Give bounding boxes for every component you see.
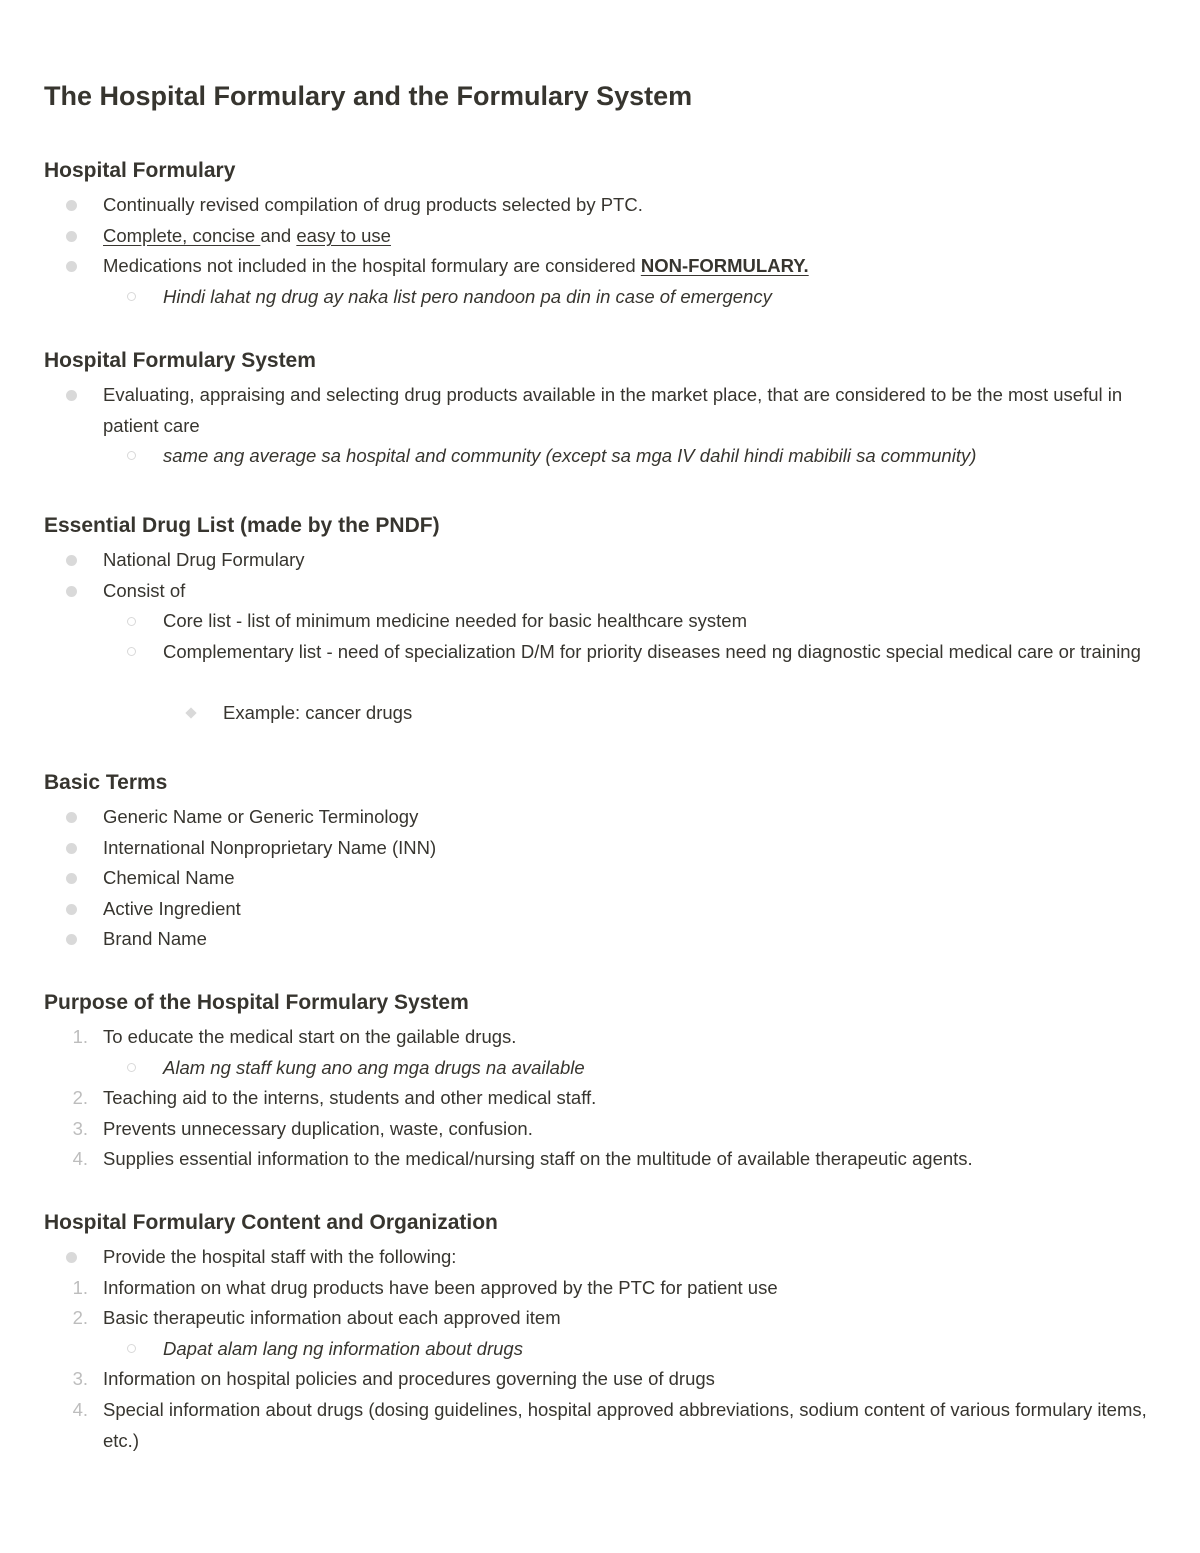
list-item: Continually revised compilation of drug products selected by PTC. — [103, 194, 643, 215]
bullet-disc-icon — [66, 231, 77, 242]
list-item: Brand Name — [103, 928, 207, 949]
sub-list-item: Alam ng staff kung ano ang mga drugs na available — [163, 1057, 585, 1078]
list-item: International Nonproprietary Name (INN) — [103, 837, 437, 858]
list-number: 2. — [72, 1087, 88, 1108]
list-item: Supplies essential information to the medical/nursing staff on the multitude of available therapeutic agents. — [103, 1148, 973, 1169]
sub-list-item: Core list - list of minimum medicine needed for basic healthcare system — [163, 610, 748, 631]
page-title: The Hospital Formulary and the Formulary System — [44, 81, 693, 111]
bullet-circle-icon — [127, 1063, 136, 1072]
bullet-disc-icon — [66, 934, 77, 945]
heading-basic-terms: Basic Terms — [44, 771, 168, 794]
list-item: Basic therapeutic information about each approved item — [103, 1307, 561, 1328]
sub-list-item: same ang average sa hospital and community (except sa mga IV dahil hindi mabibili sa community) — [163, 445, 977, 466]
bullet-diamond-icon — [185, 707, 196, 718]
bullet-disc-icon — [66, 200, 77, 211]
bullet-disc-icon — [66, 586, 77, 597]
list-item — [103, 221, 1163, 252]
bullet-disc-icon — [66, 812, 77, 823]
list-item: Chemical Name — [103, 867, 235, 888]
list-number: 4. — [72, 1399, 88, 1420]
sub-sub-list-item: Example: cancer drugs — [223, 702, 413, 723]
list-number: 4. — [72, 1148, 88, 1169]
list-number: 2. — [72, 1307, 88, 1328]
list-item: Information on hospital policies and procedures governing the use of drugs — [103, 1368, 715, 1389]
list-number: 3. — [72, 1368, 88, 1389]
list-item: Special information about drugs (dosing guidelines, hospital approved abbreviations, sodium content of various formulary items, etc.) — [103, 1399, 1147, 1451]
list-number: 1. — [72, 1026, 88, 1047]
plain-text: Medications not included in the hospital formulary are considered — [103, 255, 641, 276]
bullet-circle-icon — [127, 292, 136, 301]
bullet-disc-icon — [66, 261, 77, 272]
bullet-circle-icon — [127, 1344, 136, 1353]
sub-list-item: Hindi lahat ng drug ay naka list pero nandoon pa din in case of emergency — [163, 286, 772, 307]
bullet-disc-icon — [66, 555, 77, 566]
bullet-circle-icon — [127, 451, 136, 460]
list-number: 1. — [72, 1277, 88, 1298]
list-item: Provide the hospital staff with the following: — [103, 1246, 457, 1267]
list-item: Consist of — [103, 580, 186, 601]
heading-essential-drug-list: Essential Drug List (made by the PNDF) — [44, 514, 440, 537]
list-item: National Drug Formulary — [103, 549, 305, 570]
bullet-disc-icon — [66, 843, 77, 854]
underlined-text: easy to use — [296, 225, 391, 246]
list-item: Evaluating, appraising and selecting drug products available in the market place, that are considered to be the most useful in patient care — [103, 384, 1123, 436]
list-item: Active Ingredient — [103, 898, 241, 919]
list-item: To educate the medical start on the gailable drugs. — [103, 1026, 517, 1047]
bullet-circle-icon — [127, 647, 136, 656]
sub-list-item: Complementary list - need of specialization D/M for priority diseases need ng diagnostic special medical care or training — [163, 641, 1141, 662]
heading-content-organization: Hospital Formulary Content and Organization — [44, 1211, 498, 1234]
underlined-text: Complete, concise — [103, 225, 261, 246]
list-item: Information on what drug products have been approved by the PTC for patient use — [103, 1277, 778, 1298]
list-item: Teaching aid to the interns, students and other medical staff. — [103, 1087, 597, 1108]
plain-text: and — [260, 225, 297, 246]
bullet-disc-icon — [66, 390, 77, 401]
emphasis-text: NON-FORMULARY. — [640, 255, 809, 276]
heading-purpose: Purpose of the Hospital Formulary System — [44, 991, 469, 1014]
heading-hospital-formulary-system: Hospital Formulary System — [44, 349, 316, 372]
list-number: 3. — [72, 1118, 88, 1139]
heading-hospital-formulary: Hospital Formulary — [44, 159, 236, 182]
bullet-disc-icon — [66, 873, 77, 884]
list-item — [103, 251, 1163, 282]
list-item: Generic Name or Generic Terminology — [103, 806, 419, 827]
list-item: Prevents unnecessary duplication, waste, confusion. — [103, 1118, 533, 1139]
sub-list-item: Dapat alam lang ng information about drugs — [163, 1338, 523, 1359]
bullet-disc-icon — [66, 904, 77, 915]
bullet-circle-icon — [127, 617, 136, 626]
bullet-disc-icon — [66, 1252, 77, 1263]
